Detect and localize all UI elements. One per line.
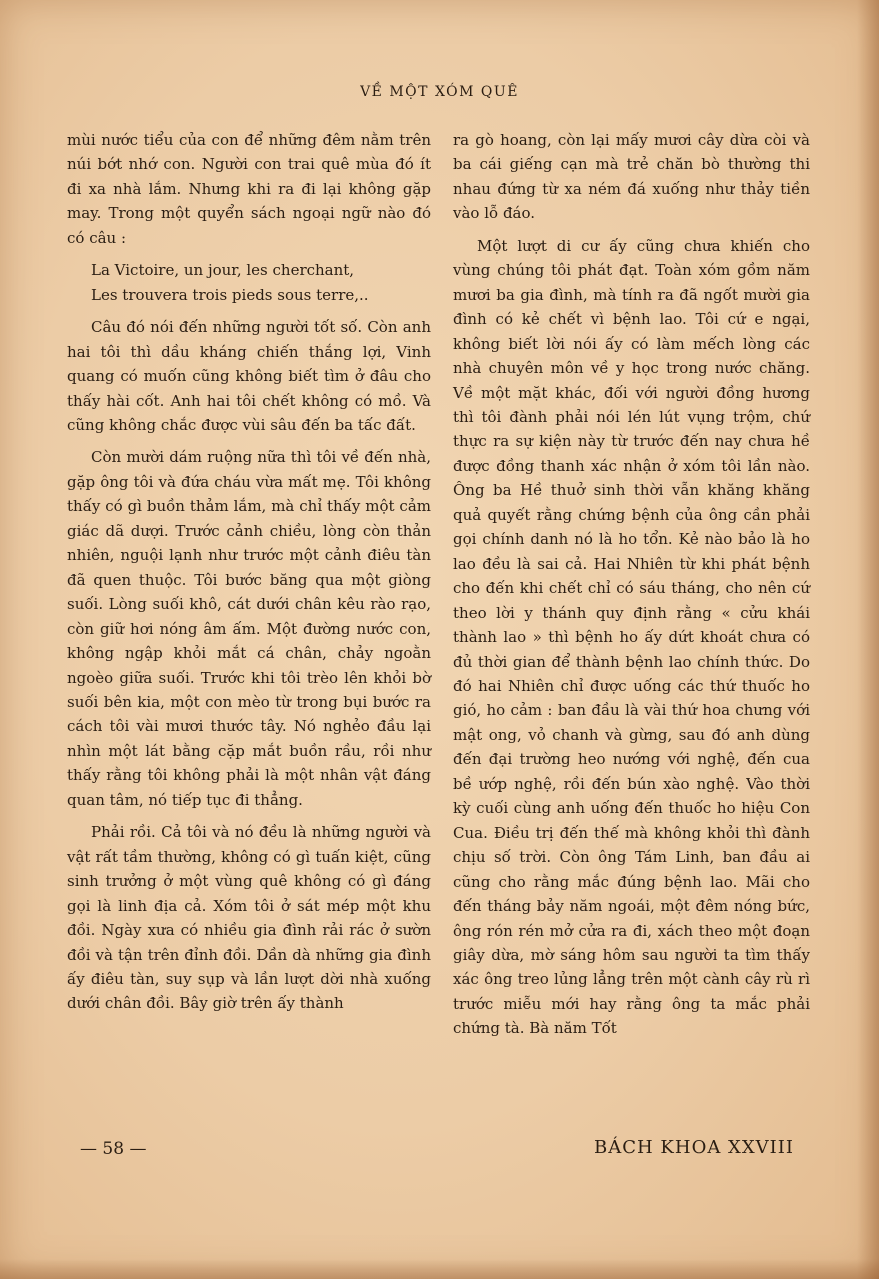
- right-paragraph-2: Một lượt di cư ấy cũng chưa khiến cho vùng chúng tôi phát đạt. Toàn xóm gồm năm mươi ba gia đình, mà tính ra đã ngốt mười gia đình có kẻ chết vì bệnh lao. Tôi cứ e ngại, không biết lời nói ấy có làm mếch lòng các nhà chuyên môn về y học trong nước chăng. Về một mặt khác, đối với người đồng hương thì tôi đành phải nói lén lút vụng trộm, chứ thực ra sự kiện này từ trước đến nay chưa hề được đồng thanh xác nhận ở xóm tôi lần nào. Ông ba Hề thuở sinh thời vẫn khăng khăng quả quyết rằng chứng bệnh của ông cần phải gọi chính danh nó là ho tổn. Kẻ nào bảo là ho lao đều là sai cả. Hai Nhiên từ khi phát bệnh cho đến khi chết chỉ có sáu tháng, cho nên cứ theo lời y thánh quy định rằng « cửu khái thành lao » thì bệnh ho ấy dứt khoát chưa có đủ thời gian để thành bệnh lao chính thức. Do đó hai Nhiên chỉ được uống các thứ thuốc ho gió, ho cảm : ban đầu là vài thứ hoa chưng với mật ong, vỏ chanh và gừng, sau đó anh dùng đến đại trường heo nướng với nghệ, đến cua bề ướp nghệ, rồi đến bún xào nghệ. Vào thời kỳ cuối cùng anh uống đến thuốc ho hiệu Con Cua. Điều trị đến thế mà không khỏi thì đành chịu số trời. Còn ông Tám Linh, ban đầu ai cũng cho rằng mắc đúng bệnh lao. Mãi cho đến tháng bảy năm ngoái, một đêm nóng bức, ông rón rén mở cửa ra đi, xách theo một đoạn giây dừa, mờ sáng hôm sau người ta tìm thấy xác ông treo lủng lẳng trên một cành cây rù rì trước miễu mới hay rằng ông ta mắc phải chứng tà. Bà năm Tốt: [453, 236, 810, 1038]
- running-header: VỀ MỘT XÓM QUÊ: [360, 84, 519, 100]
- page-edge-shadow-bottom: [0, 1259, 879, 1279]
- right-text-column: [453, 128, 810, 1049]
- left-paragraph-1: mùi nước tiểu của con để những đêm nằm trên núi bớt nhớ con. Người con trai quê mùa đó ít đi xa nhà lắm. Nhưng khi ra đi lại không gặp may. Trong một quyển sách ngoại ngữ nào đó có câu :: [67, 131, 431, 247]
- french-quote-line-2: Les trouvera trois pieds sous terre,..: [91, 285, 369, 304]
- page-edge-shadow-right: [857, 0, 879, 1279]
- right-paragraph-1: ra gò hoang, còn lại mấy mươi cây dừa còi và ba cái giếng cạn mà trẻ chăn bò thường thi nhau đứng từ xa ném đá xuống như thảy tiền vào lỗ đáo.: [453, 131, 810, 223]
- page-number: — 58 —: [80, 1139, 147, 1159]
- magazine-issue: BÁCH KHOA XXVIII: [594, 1137, 794, 1158]
- left-text-column: [67, 128, 431, 1024]
- left-paragraph-4: Phải rồi. Cả tôi và nó đều là những người và vật rất tầm thường, không có gì tuấn kiệt, cũng sinh trưởng ở một vùng quê không có gì đáng gọi là linh địa cả. Xóm tôi ở sát mép một khu đồi. Ngày xưa có nhiều gia đình rải rác ở sườn đồi và tận trên đỉnh đồi. Dần dà những gia đình ấy điêu tàn, suy sụp và lần lượt dời nhà xuống dưới chân đồi. Bây giờ trên ấy thành: [67, 823, 431, 1013]
- left-paragraph-2: Câu đó nói đến những người tốt số. Còn anh hai tôi thì dầu kháng chiến thắng lợi, Vinh quang có muốn cũng không biết tìm ở đâu cho thấy hài cốt. Anh hai tôi chết không có mồ. Và cũng không chắc được vùi sâu đến ba tấc đất.: [67, 318, 431, 434]
- left-paragraph-3: Còn mười dám ruộng nữa thì tôi về đến nhà, gặp ông tôi và đứa cháu vừa mất mẹ. Tôi không thấy có gì buồn thảm lắm, mà chỉ thấy một cảm giác dã dượi. Trước cảnh chiều, lòng còn thản nhiên, nguội lạnh như trước một cảnh điêu tàn đã quen thuộc. Tôi bước băng qua một giòng suối. Lòng suối khô, cát dưới chân kêu rào rạo, còn giữ hơi nóng âm ấm. Một đường nước con, không ngập khỏi mắt cá chân, chảy ngoằn ngoèo giữa suối. Trước khi tôi trèo lên khỏi bờ suối bên kia, một con mèo từ trong bụi bước ra cách tôi vài mươi thước tây. Nó nghẻo đầu lại nhìn một lát bằng cặp mắt buồn rầu, rồi như thấy rằng tôi không phải là một nhân vật đáng quan tâm, nó tiếp tục đi thẳng.: [67, 448, 431, 809]
- french-quote-line-1: La Victoire, un jour, les cherchant,: [91, 261, 355, 280]
